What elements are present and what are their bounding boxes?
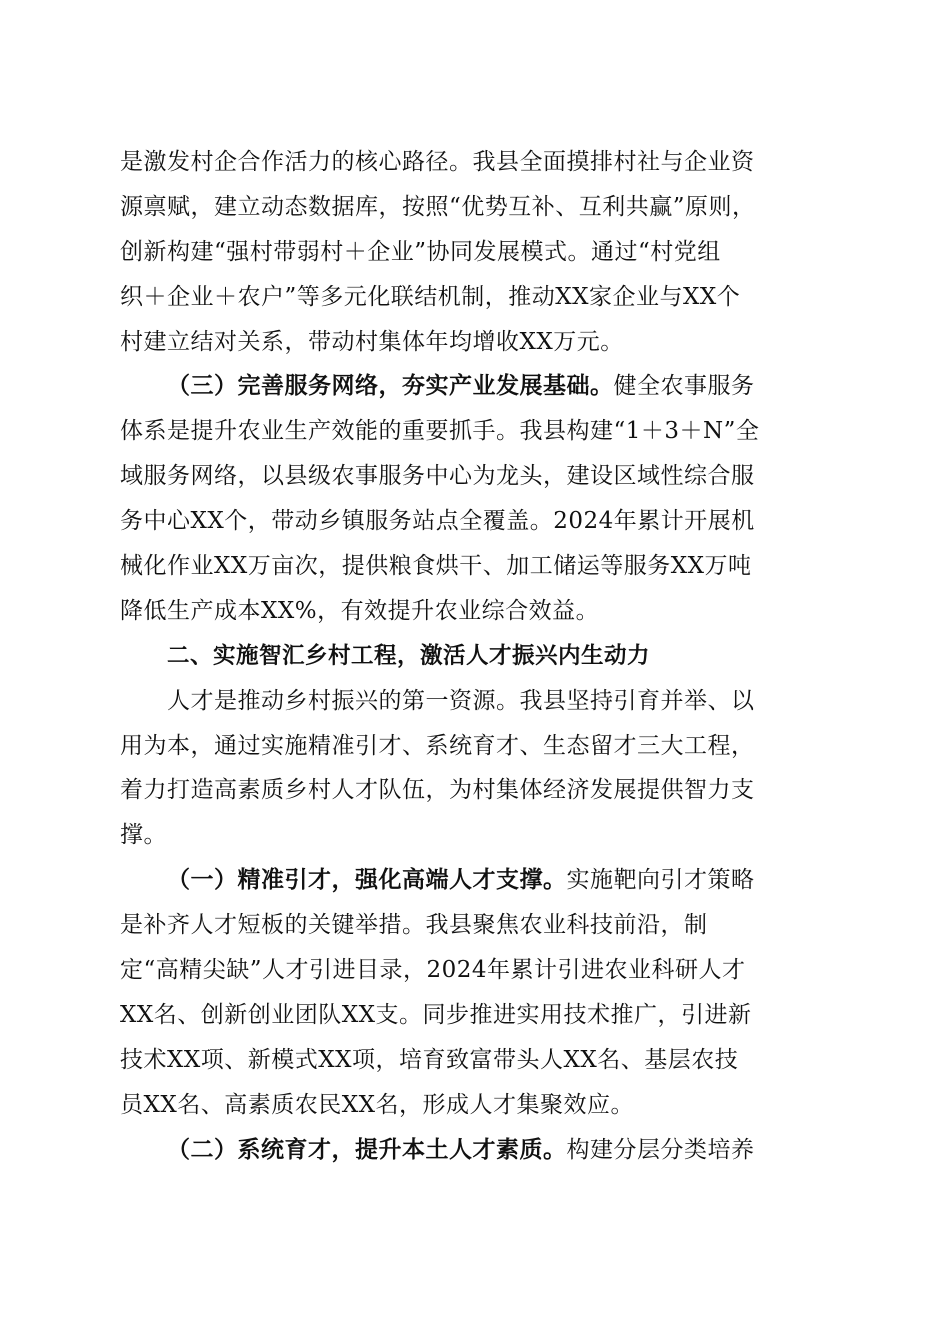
section-three-first-line: [120, 364, 825, 409]
paragraph-line: 域服务网络，以县级农事服务中心为龙头，建设区域性综合服: [120, 463, 755, 490]
paragraph-line: 技术XX项、新模式XX项，培育致富带头人XX名、基层农技: [120, 1046, 739, 1073]
paragraph-line: 降低生产成本XX%，有效提升农业综合效益。: [120, 597, 600, 624]
paragraph-line: 是激发村企合作活力的核心路径。我县全面摸排村社与企业资: [120, 149, 755, 175]
paragraph-line: 织＋企业＋农户”等多元化联结机制，推动XX家企业与XX个: [120, 283, 741, 310]
paragraph-line: 创新构建“强村带弱村＋企业”协同发展模式。通过“村党组: [120, 238, 721, 265]
section-heading-two: 二、实施智汇乡村工程，激活人才振兴内生动力: [167, 642, 651, 669]
paragraph-line: 是补齐人才短板的关键举措。我县聚焦农业科技前沿，制: [120, 912, 708, 939]
paragraph-line: 源禀赋，建立动态数据库，按照“优势互补、互利共赢”原则，: [120, 193, 756, 220]
section-three-lead: （三）完善服务网络，夯实产业发展基础。: [167, 372, 614, 400]
paragraph-line: XX名、创新创业团队XX支。同步推进实用技术推广，引进新: [120, 1001, 752, 1028]
sub-two-first-line: [120, 1128, 825, 1173]
sub-two-lead: （二）系统育才，提升本土人才素质。: [167, 1135, 567, 1163]
section-three-first-line-rest: 健全农事服务: [613, 373, 755, 400]
paragraph-line: 务中心XX个，带动乡镇服务站点全覆盖。2024年累计开展机: [120, 508, 755, 535]
sub-two-first-line-rest: 构建分层分类培养: [566, 1136, 755, 1163]
paragraph-line: 体系是提升农业生产效能的重要抓手。我县构建“1＋3＋N”全: [120, 418, 760, 445]
paragraph-line: 着力打造高素质乡村人才队伍，为村集体经济发展提供智力支: [120, 777, 755, 804]
paragraph-line: 人才是推动乡村振兴的第一资源。我县坚持引育并举、以: [167, 687, 755, 714]
sub-one-first-line: [120, 858, 825, 903]
sub-one-lead: （一）精准引才，强化高端人才支撑。: [167, 866, 567, 894]
paragraph-line: 村建立结对关系，带动村集体年均增收XX万元。: [120, 328, 624, 355]
paragraph-line: 用为本，通过实施精准引才、系统育才、生态留才三大工程，: [120, 732, 755, 759]
paragraph-line: 撑。: [120, 822, 167, 849]
document-body: [120, 140, 825, 1172]
paragraph-line: 定“高精尖缺”人才引进目录，2024年累计引进农业科研人才: [120, 957, 746, 984]
sub-one-first-line-rest: 实施靶向引才策略: [566, 867, 755, 894]
paragraph-line: 械化作业XX万亩次，提供粮食烘干、加工储运等服务XX万吨: [120, 553, 752, 580]
paragraph-line: 员XX名、高素质农民XX名，形成人才集聚效应。: [120, 1091, 634, 1118]
